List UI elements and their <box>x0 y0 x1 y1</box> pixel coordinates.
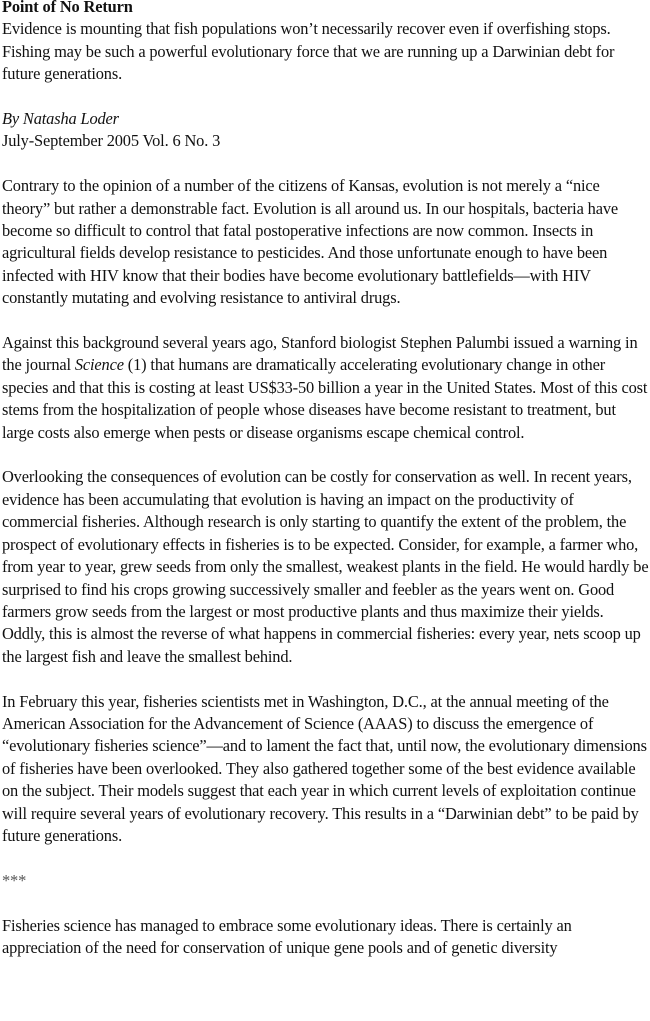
section-separator: *** <box>2 870 27 890</box>
paragraph-4: In February this year, fisheries scientists met in Washington, D.C., at the annual meeting of the American Association for the Advancement of Science (AAAS) to discuss the emergence of “evolutionary fisheries science”—and to lament the fact that, until now, the evolutionary dimensions of fisheries have been overlooked. They also gathered together some of the best evidence available on the subject. Their models suggest that each year in which current levels of exploitation continue will require several years of evolutionary recovery. This results in a “Darwinian debt” to be paid by future generations. <box>2 691 647 845</box>
article-title: Point of No Return <box>2 0 133 16</box>
paragraph-3: Overlooking the consequences of evolution can be costly for conservation as well. In recent years, evidence has been accumulating that evolution is having an impact on the productivity of commercial fisheries. Although research is only starting to quantify the extent of the problem, the prospect of evolutionary effects in fisheries is to be expected. Consider, for example, a farmer who, from year to year, grew seeds from only the smallest, weakest plants in the field. He would hardly be surprised to find his crops growing successively smaller and feebler as the years went on. Good farmers grow seeds from the largest or most productive plants and thus maximize their yields. Oddly, this is almost the reverse of what happens in commercial fisheries: every year, nets scoop up the largest fish and leave the smallest behind. <box>2 467 649 666</box>
paragraph-2-text-a: Against this background several years ago, Stanford biologist Stephen Palumbi issued a warning in the journal <box>2 333 638 375</box>
article <box>2 0 650 982</box>
paragraph-2-text-b: (1) that humans are dramatically accelerating evolutionary change in other species and that this is costing at least US$33-50 billion a year in the United States. Most of this cost stems from the hospitalization of people whose diseases have become resistant to treatment, but large costs also emerge when pests or disease organisms escape chemical control. <box>2 355 648 442</box>
paragraph-2 <box>2 332 650 444</box>
article-byline: By Natasha Loder <box>2 109 119 129</box>
article-dek: Evidence is mounting that fish populations won’t necessarily recover even if overfishing stops. Fishing may be such a powerful evolutionary force that we are running up a Darwinian debt for future generations. <box>2 19 615 84</box>
article-issue: July-September 2005 Vol. 6 No. 3 <box>2 131 221 151</box>
paragraph-5: Fisheries science has managed to embrace some evolutionary ideas. There is certainly an appreciation of the need for conservation of unique gene pools and of genetic diversity <box>2 915 572 957</box>
paragraph-1: Contrary to the opinion of a number of the citizens of Kansas, evolution is not merely a “nice theory” but rather a demonstrable fact. Evolution is all around us. In our hospitals, bacteria have become so difficult to control that fatal postoperative infections are now common. Insects in agricultural fields develop resistance to pesticides. And those unfortunate enough to have been infected with HIV know that their bodies have become evolutionary battlefields—with HIV constantly mutating and evolving resistance to antiviral drugs. <box>2 176 618 308</box>
journal-name: Science <box>74 355 124 375</box>
